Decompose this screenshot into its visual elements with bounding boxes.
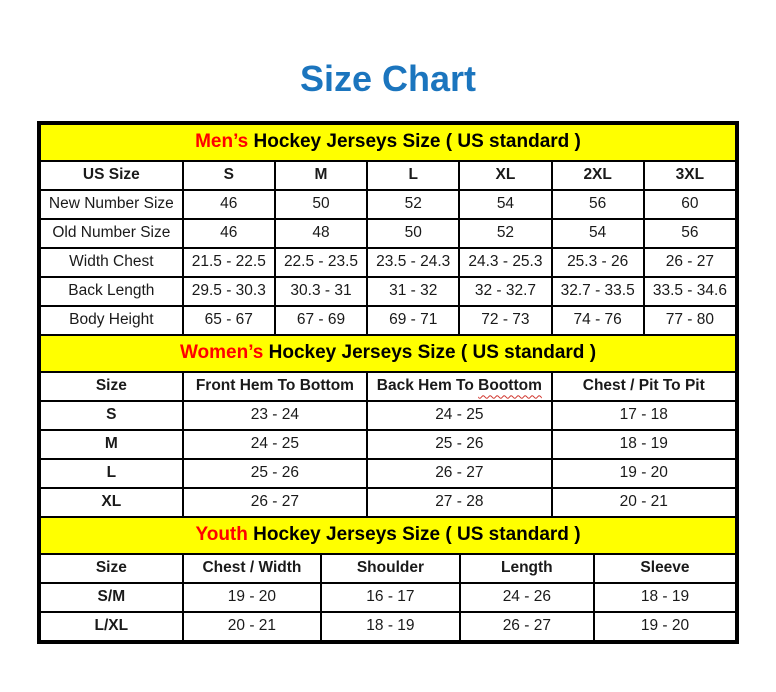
row-label: XL (40, 488, 183, 517)
table-cell: 52 (459, 219, 551, 248)
table-row (40, 459, 736, 488)
section-header-row (40, 517, 736, 554)
table-cell: 56 (552, 190, 644, 219)
table-cell: 54 (552, 219, 644, 248)
table-cell: 32.7 - 33.5 (552, 277, 644, 306)
table-cell: 77 - 80 (644, 306, 736, 335)
column-header: 2XL (552, 161, 644, 190)
table-cell: 26 - 27 (644, 248, 736, 277)
youth-section-header (40, 517, 736, 554)
table-cell: 67 - 69 (275, 306, 367, 335)
row-label: M (40, 430, 183, 459)
row-label: L/XL (40, 612, 183, 641)
table-cell: 22.5 - 23.5 (275, 248, 367, 277)
table-cell: 60 (644, 190, 736, 219)
column-header: US Size (40, 161, 183, 190)
table-cell: 26 - 27 (460, 612, 594, 641)
section-title-label: Hockey Jerseys Size ( US standard ) (247, 524, 581, 546)
section-header-row (40, 124, 736, 161)
table-cell: 50 (275, 190, 367, 219)
table-cell: 18 - 19 (594, 583, 736, 612)
table-cell: 56 (644, 219, 736, 248)
table-row (40, 488, 736, 517)
table-cell: 29.5 - 30.3 (183, 277, 275, 306)
table-cell: 69 - 71 (367, 306, 459, 335)
section-accent-label: Youth (195, 524, 248, 546)
table-cell: 25 - 26 (367, 430, 551, 459)
table-cell: 24 - 25 (183, 430, 367, 459)
column-header: Front Hem To Bottom (183, 372, 367, 401)
row-label: Body Height (40, 306, 183, 335)
table-row (40, 401, 736, 430)
column-header-row (40, 161, 736, 190)
column-header: Size (40, 554, 183, 583)
table-cell: 20 - 21 (183, 612, 322, 641)
section-header-row (40, 335, 736, 372)
section-title-label: Hockey Jerseys Size ( US standard ) (248, 131, 581, 153)
row-label: Back Length (40, 277, 183, 306)
misspelled-word: Boottom (478, 377, 542, 395)
column-header-row (40, 554, 736, 583)
row-label: New Number Size (40, 190, 183, 219)
table-cell: 23 - 24 (183, 401, 367, 430)
table-row (40, 612, 736, 641)
table-cell: 24 - 26 (460, 583, 594, 612)
table-cell: 18 - 19 (321, 612, 460, 641)
table-cell: 65 - 67 (183, 306, 275, 335)
womens-section-header (40, 335, 736, 372)
table-cell: 25 - 26 (183, 459, 367, 488)
page-title: Size Chart (299, 58, 477, 99)
table-row (40, 583, 736, 612)
table-cell: 26 - 27 (183, 488, 367, 517)
column-header-text: Back Hem To (376, 377, 479, 395)
table-cell: 23.5 - 24.3 (367, 248, 459, 277)
column-header: Chest / Width (183, 554, 322, 583)
table-cell: 16 - 17 (321, 583, 460, 612)
table-row (40, 219, 736, 248)
mens-section-header (40, 124, 736, 161)
table-cell: 48 (275, 219, 367, 248)
section-accent-label: Women’s (179, 342, 264, 364)
column-header: M (275, 161, 367, 190)
table-cell: 18 - 19 (552, 430, 736, 459)
row-label: L (40, 459, 183, 488)
mens-size-table (39, 123, 737, 336)
table-cell: 72 - 73 (459, 306, 551, 335)
table-cell: 19 - 20 (183, 583, 322, 612)
table-cell: 54 (459, 190, 551, 219)
row-label: S (40, 401, 183, 430)
table-cell: 50 (367, 219, 459, 248)
table-cell: 30.3 - 31 (275, 277, 367, 306)
table-cell: 17 - 18 (552, 401, 736, 430)
table-cell: 52 (367, 190, 459, 219)
section-accent-label: Men’s (195, 131, 249, 153)
table-cell: 33.5 - 34.6 (644, 277, 736, 306)
table-cell: 20 - 21 (552, 488, 736, 517)
column-header: Chest / Pit To Pit (552, 372, 736, 401)
table-row (40, 277, 736, 306)
column-header: L (367, 161, 459, 190)
column-header: Shoulder (321, 554, 460, 583)
youth-size-table (39, 516, 737, 642)
table-cell: 46 (183, 219, 275, 248)
column-header: S (183, 161, 275, 190)
table-cell: 21.5 - 22.5 (183, 248, 275, 277)
table-cell: 25.3 - 26 (552, 248, 644, 277)
row-label: S/M (40, 583, 183, 612)
table-cell: 32 - 32.7 (459, 277, 551, 306)
table-row (40, 430, 736, 459)
table-cell: 46 (183, 190, 275, 219)
table-cell: 19 - 20 (552, 459, 736, 488)
table-row (40, 248, 736, 277)
table-cell: 74 - 76 (552, 306, 644, 335)
table-row (40, 190, 736, 219)
table-cell: 26 - 27 (367, 459, 551, 488)
size-chart (37, 121, 739, 644)
column-header: Size (40, 372, 183, 401)
row-label: Width Chest (40, 248, 183, 277)
column-header: 3XL (644, 161, 736, 190)
column-header: Length (460, 554, 594, 583)
column-header: XL (459, 161, 551, 190)
column-header (367, 372, 551, 401)
table-cell: 27 - 28 (367, 488, 551, 517)
womens-size-table (39, 334, 737, 518)
table-cell: 24 - 25 (367, 401, 551, 430)
table-cell: 24.3 - 25.3 (459, 248, 551, 277)
column-header-row (40, 372, 736, 401)
table-cell: 19 - 20 (594, 612, 736, 641)
table-cell: 31 - 32 (367, 277, 459, 306)
column-header: Sleeve (594, 554, 736, 583)
row-label: Old Number Size (40, 219, 183, 248)
section-title-label: Hockey Jerseys Size ( US standard ) (263, 342, 597, 364)
table-row (40, 306, 736, 335)
